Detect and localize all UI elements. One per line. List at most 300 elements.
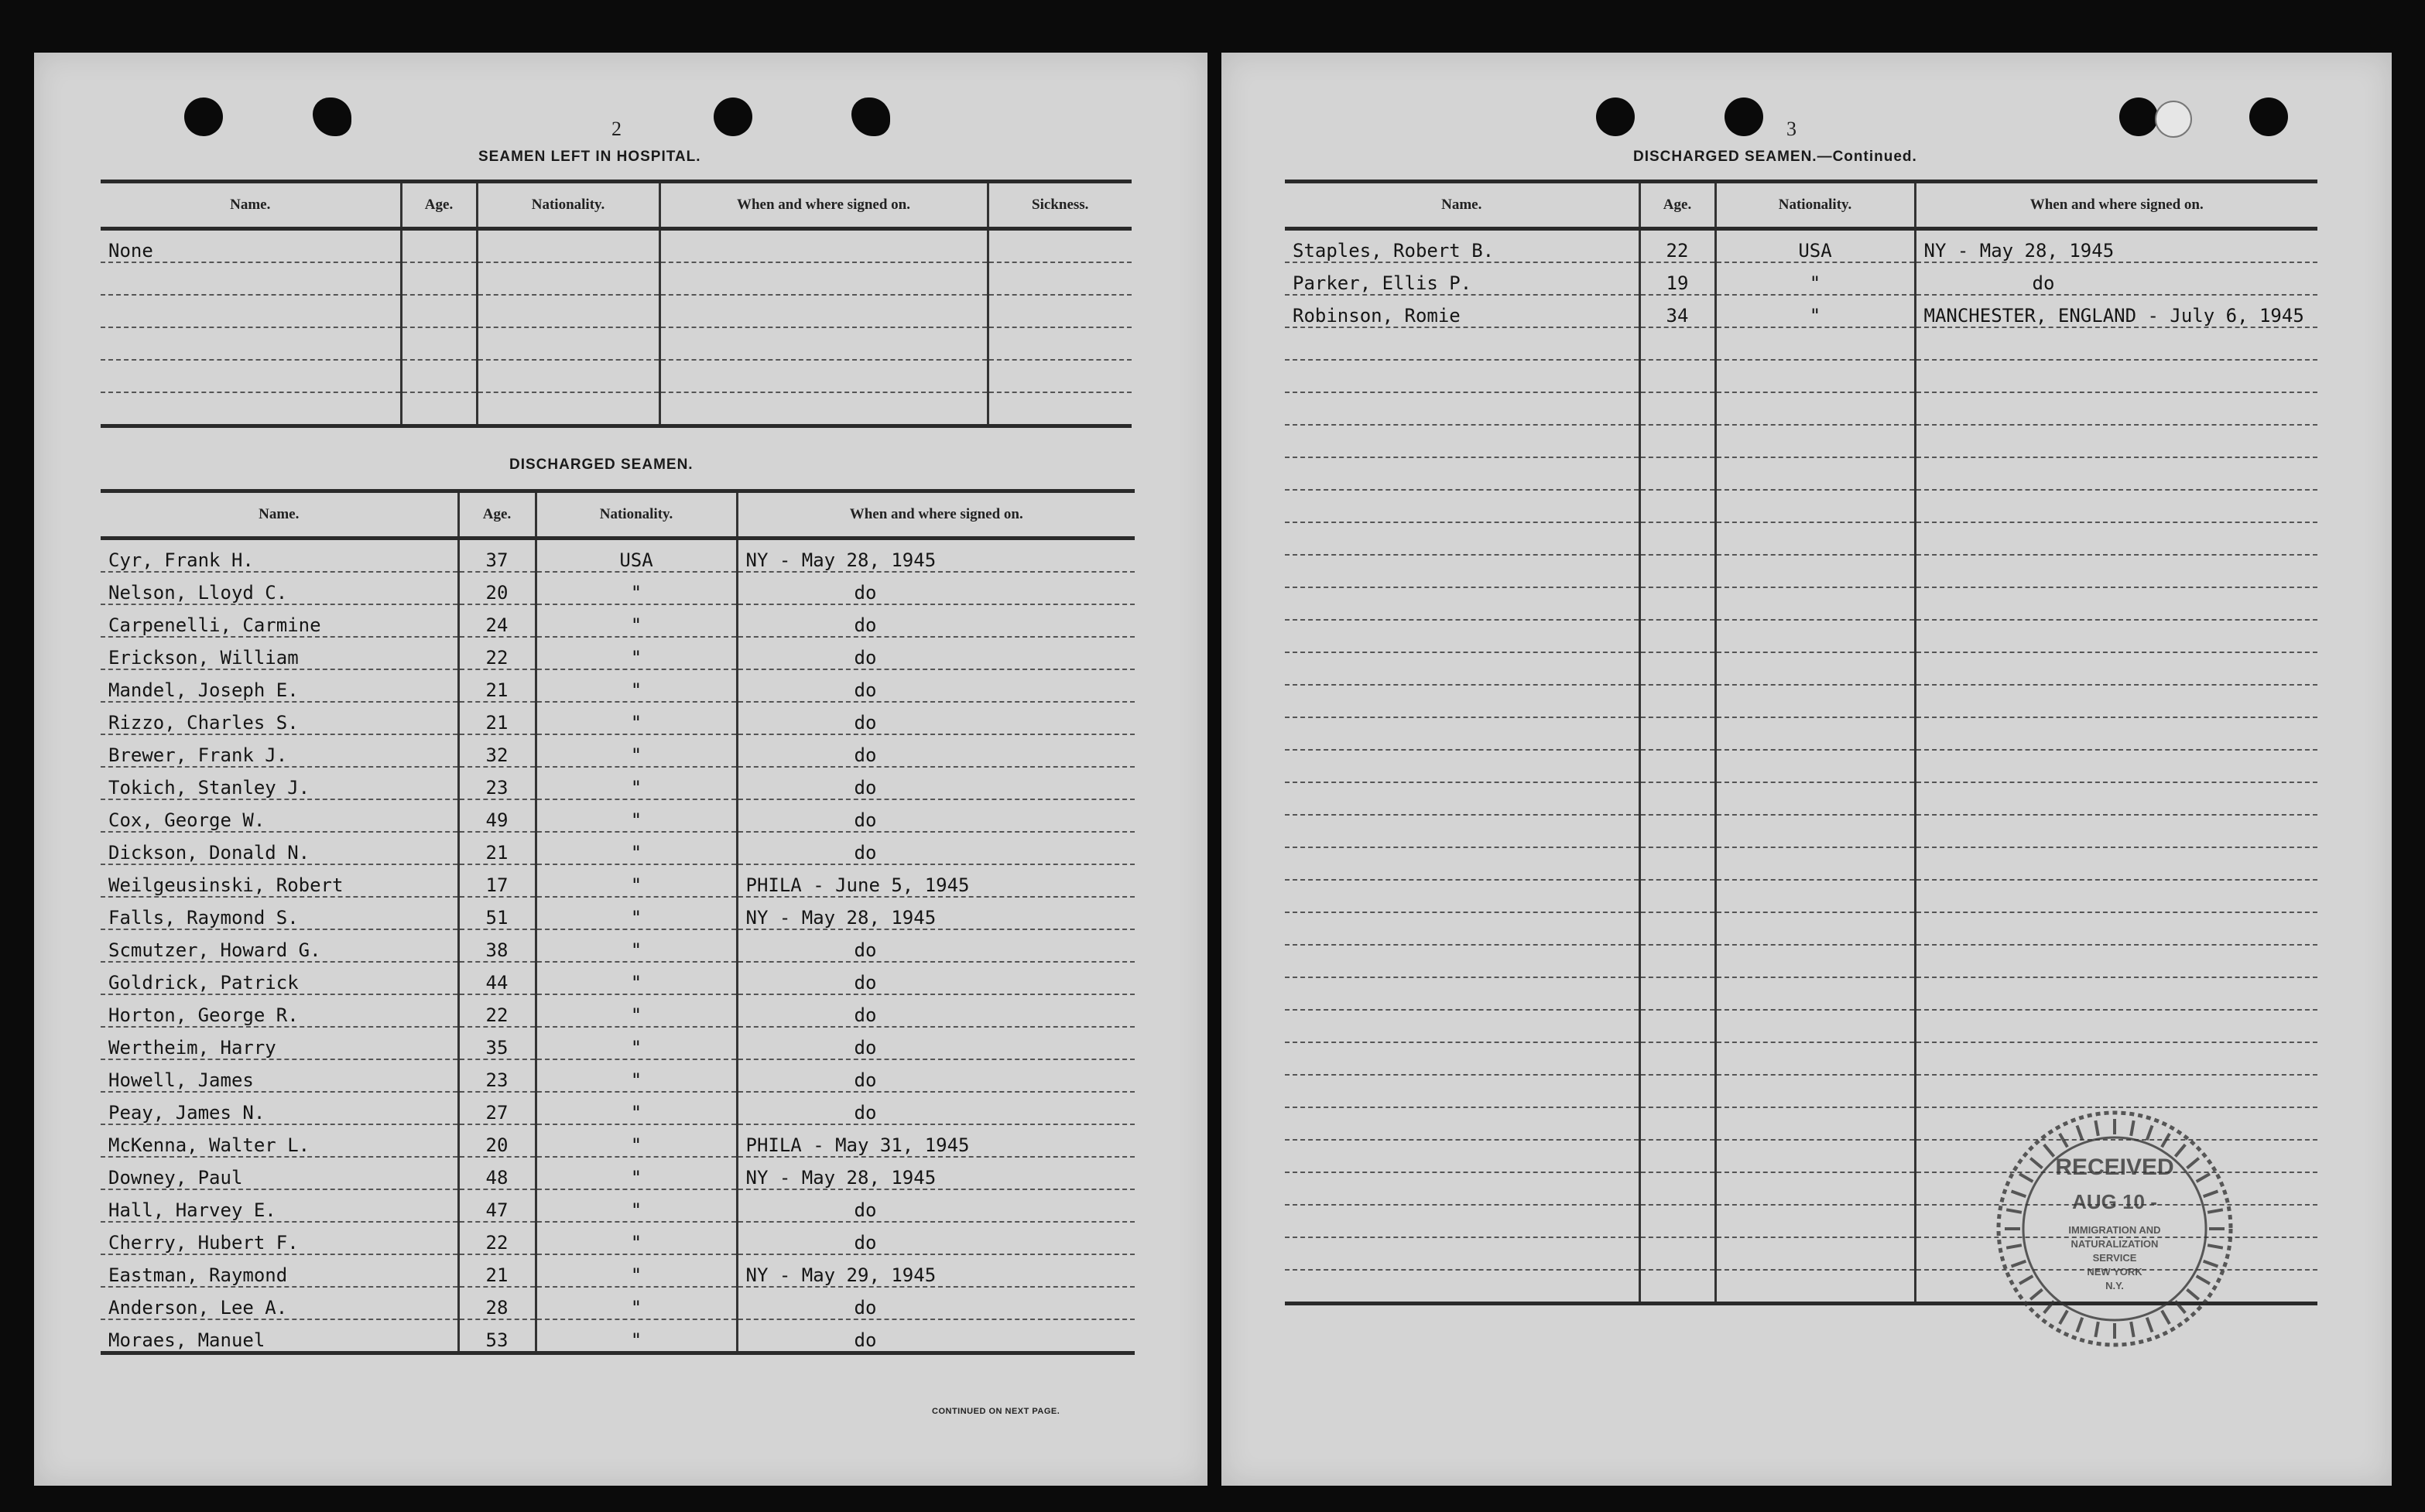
table-cell: [1915, 392, 2317, 425]
table-cell: [1715, 1107, 1915, 1140]
table-row: [1285, 1042, 2317, 1075]
table-cell: Moraes, Manuel: [101, 1319, 458, 1353]
table-cell: [1715, 717, 1915, 750]
table-cell: [1915, 782, 2317, 815]
table-cell: Weilgeusinski, Robert: [101, 864, 458, 897]
table-cell: Carpenelli, Carmine: [101, 604, 458, 637]
table-cell: [1639, 685, 1715, 717]
table-cell: do: [737, 799, 1135, 832]
stamp-line-7: N.Y.: [2105, 1280, 2124, 1291]
table-cell: ": [536, 702, 737, 734]
stamp-tick: [2060, 1134, 2067, 1147]
table-cell: ": [536, 767, 737, 799]
table-cell: [1915, 880, 2317, 912]
table-cell: [1915, 425, 2317, 457]
table-cell: [1285, 782, 1639, 815]
table-cell: [1285, 912, 1639, 945]
table-cell: [1715, 522, 1915, 555]
table-cell: Anderson, Lee A.: [101, 1287, 458, 1319]
stamp-tick: [2187, 1158, 2198, 1168]
table-cell: 23: [458, 767, 536, 799]
table-row: [1285, 912, 2317, 945]
table-cell: do: [737, 702, 1135, 734]
table-row: [1285, 847, 2317, 880]
table-cell: [1715, 945, 1915, 977]
table-cell: [1915, 522, 2317, 555]
column-header: Nationality.: [1715, 182, 1915, 229]
discharged-section-title: DISCHARGED SEAMEN.: [509, 457, 694, 473]
received-stamp: [1991, 1105, 2238, 1353]
table-cell: [659, 295, 988, 327]
table-row: [1285, 652, 2317, 685]
table-cell: ": [536, 572, 737, 604]
table-cell: ": [1715, 295, 1915, 327]
table-cell: [1285, 555, 1639, 587]
table-row: [1285, 717, 2317, 750]
column-header: Nationality.: [536, 491, 737, 539]
page-number: 2: [611, 118, 622, 140]
table-cell: [1285, 1172, 1639, 1205]
table-cell: [1915, 652, 2317, 685]
stamp-tick: [2019, 1174, 2033, 1182]
table-cell: [1915, 587, 2317, 620]
table-cell: [1639, 392, 1715, 425]
table-cell: [1285, 1237, 1639, 1270]
table-row: [1285, 392, 2317, 425]
table-cell: [1285, 1205, 1639, 1237]
table-cell: Nelson, Lloyd C.: [101, 572, 458, 604]
table-row: [1285, 522, 2317, 555]
stamp-tick: [2208, 1245, 2223, 1247]
table-row: [1285, 262, 2317, 295]
table-cell: NY - May 28, 1945: [737, 897, 1135, 929]
table-cell: [1715, 587, 1915, 620]
table-row: [101, 799, 1135, 832]
table-row: [1285, 945, 2317, 977]
table-cell: [1639, 1172, 1715, 1205]
table-cell: 22: [458, 637, 536, 669]
table-cell: [1715, 1075, 1915, 1107]
table-cell: Dickson, Donald N.: [101, 832, 458, 864]
table-cell: PHILA - May 31, 1945: [737, 1124, 1135, 1157]
table-cell: [1285, 1075, 1639, 1107]
table-cell: [1639, 1140, 1715, 1172]
table-cell: Mandel, Joseph E.: [101, 669, 458, 702]
table-cell: [1715, 815, 1915, 847]
table-cell: do: [737, 1222, 1135, 1254]
table-cell: [659, 229, 988, 263]
table-cell: Robinson, Romie: [1285, 295, 1639, 327]
table-row: [101, 1124, 1135, 1157]
table-cell: Goldrick, Patrick: [101, 962, 458, 994]
column-header: Age.: [1639, 182, 1715, 229]
table-cell: MANCHESTER, ENGLAND - July 6, 1945: [1915, 295, 2317, 327]
table-cell: [1715, 847, 1915, 880]
table-cell: [1639, 587, 1715, 620]
table-cell: None: [101, 229, 401, 263]
stamp-tick: [2095, 1120, 2098, 1136]
stamp-line-4: NATURALIZATION: [2070, 1238, 2159, 1250]
stamp-tick: [2095, 1322, 2098, 1337]
continued-note: CONTINUED ON NEXT PAGE.: [932, 1407, 1060, 1416]
table-cell: 53: [458, 1319, 536, 1353]
table-cell: [1285, 522, 1639, 555]
table-row: [101, 1059, 1135, 1092]
discharged-table: [101, 489, 1135, 1355]
table-cell: ": [536, 1059, 737, 1092]
stamp-tick: [2197, 1174, 2210, 1182]
table-cell: NY - May 28, 1945: [1915, 229, 2317, 263]
stamp-tick: [2012, 1261, 2026, 1267]
table-cell: [988, 262, 1132, 295]
table-cell: [1715, 327, 1915, 360]
table-cell: [401, 229, 477, 263]
table-cell: Wertheim, Harry: [101, 1027, 458, 1059]
table-cell: Horton, George R.: [101, 994, 458, 1027]
table-cell: [1285, 685, 1639, 717]
table-row: [1285, 425, 2317, 457]
stamp-tick: [2030, 1158, 2042, 1168]
table-cell: 22: [1639, 229, 1715, 263]
table-row: [1285, 782, 2317, 815]
table-cell: [477, 360, 659, 392]
table-cell: do: [737, 1319, 1135, 1353]
table-cell: [1639, 555, 1715, 587]
stamp-line-2: AUG 10 -: [2072, 1190, 2157, 1213]
table-cell: [1715, 1042, 1915, 1075]
table-cell: do: [737, 1287, 1135, 1319]
table-cell: USA: [1715, 229, 1915, 263]
table-cell: [1715, 620, 1915, 652]
table-cell: [1285, 1042, 1639, 1075]
table-row: [1285, 360, 2317, 392]
table-cell: [1639, 912, 1715, 945]
table-cell: Rizzo, Charles S.: [101, 702, 458, 734]
stamp-tick: [2077, 1318, 2082, 1332]
table-cell: ": [536, 1319, 737, 1353]
table-cell: USA: [536, 539, 737, 573]
table-cell: 24: [458, 604, 536, 637]
punch-hole: [2249, 97, 2288, 136]
table-cell: Howell, James: [101, 1059, 458, 1092]
table-cell: [1639, 750, 1715, 782]
table-cell: ": [536, 1254, 737, 1287]
table-row: [1285, 815, 2317, 847]
table-cell: 51: [458, 897, 536, 929]
table-cell: [988, 360, 1132, 392]
table-cell: [659, 262, 988, 295]
table-cell: [1915, 457, 2317, 490]
stamp-tick: [2208, 1209, 2223, 1212]
table-cell: ": [536, 897, 737, 929]
table-row: [1285, 685, 2317, 717]
table-cell: ": [536, 1092, 737, 1124]
table-cell: Falls, Raymond S.: [101, 897, 458, 929]
table-cell: [1715, 490, 1915, 522]
table-cell: [1285, 977, 1639, 1010]
punch-hole: [851, 97, 890, 136]
table-cell: [1639, 880, 1715, 912]
punch-hole: [714, 97, 752, 136]
table-cell: [1285, 750, 1639, 782]
stamp-tick: [2006, 1209, 2022, 1212]
table-row: [101, 897, 1135, 929]
table-row: [1285, 977, 2317, 1010]
table-cell: 21: [458, 669, 536, 702]
table-cell: [988, 327, 1132, 360]
table-cell: [477, 392, 659, 426]
stamp-tick: [2204, 1191, 2218, 1196]
table-cell: ": [536, 1124, 737, 1157]
table-cell: Staples, Robert B.: [1285, 229, 1639, 263]
table-cell: do: [737, 637, 1135, 669]
table-cell: do: [737, 962, 1135, 994]
table-cell: [401, 295, 477, 327]
table-cell: ": [536, 799, 737, 832]
table-cell: [1285, 620, 1639, 652]
table-row: [101, 994, 1135, 1027]
table-cell: Downey, Paul: [101, 1157, 458, 1189]
table-cell: do: [737, 669, 1135, 702]
table-row: [101, 962, 1135, 994]
stamp-tick: [2006, 1245, 2022, 1247]
table-cell: [988, 392, 1132, 426]
punch-hole: [313, 97, 351, 136]
table-row: [101, 229, 1132, 263]
table-cell: [1639, 1042, 1715, 1075]
table-cell: [1639, 1205, 1715, 1237]
hospital-section-title: SEAMEN LEFT IN HOSPITAL.: [478, 149, 701, 165]
table-cell: 35: [458, 1027, 536, 1059]
stamp-tick: [2019, 1276, 2033, 1284]
table-cell: 21: [458, 702, 536, 734]
stamp-tick: [2044, 1144, 2054, 1156]
table-cell: [1915, 1075, 2317, 1107]
table-cell: 20: [458, 572, 536, 604]
stamp-tick: [2197, 1276, 2210, 1284]
table-cell: Erickson, William: [101, 637, 458, 669]
punch-hole: [1596, 97, 1635, 136]
column-header: Age.: [401, 182, 477, 229]
table-row: [101, 295, 1132, 327]
table-cell: [1639, 1107, 1715, 1140]
table-cell: ": [536, 604, 737, 637]
table-cell: [1715, 1205, 1915, 1237]
table-cell: [1715, 912, 1915, 945]
stamp-line-5: SERVICE: [2092, 1252, 2137, 1264]
punch-hole: [1725, 97, 1763, 136]
table-cell: [1285, 392, 1639, 425]
table-cell: 44: [458, 962, 536, 994]
table-row: [101, 929, 1135, 962]
table-cell: [1639, 782, 1715, 815]
table-cell: ": [536, 832, 737, 864]
table-row: [101, 327, 1132, 360]
left-page: [34, 53, 1207, 1486]
table-cell: 34: [1639, 295, 1715, 327]
table-cell: [1285, 945, 1639, 977]
table-cell: [401, 327, 477, 360]
table-cell: 47: [458, 1189, 536, 1222]
column-header: Name.: [101, 182, 401, 229]
table-row: [101, 864, 1135, 897]
table-cell: NY - May 28, 1945: [737, 539, 1135, 573]
table-cell: [1285, 490, 1639, 522]
table-cell: [659, 327, 988, 360]
table-cell: [1639, 327, 1715, 360]
table-cell: Brewer, Frank J.: [101, 734, 458, 767]
table-cell: [1715, 685, 1915, 717]
hospital-table: [101, 180, 1132, 428]
table-cell: [1715, 977, 1915, 1010]
table-row: [101, 702, 1135, 734]
table-cell: do: [737, 767, 1135, 799]
table-cell: [1639, 815, 1715, 847]
table-cell: [1715, 457, 1915, 490]
table-row: [101, 1287, 1135, 1319]
table-cell: [1285, 1270, 1639, 1304]
table-row: [101, 637, 1135, 669]
table-cell: Cherry, Hubert F.: [101, 1222, 458, 1254]
table-cell: [1715, 880, 1915, 912]
table-cell: 49: [458, 799, 536, 832]
table-cell: [1915, 977, 2317, 1010]
table-row: [101, 1222, 1135, 1254]
table-row: [1285, 750, 2317, 782]
table-cell: [1639, 490, 1715, 522]
table-row: [1285, 880, 2317, 912]
table-cell: Cyr, Frank H.: [101, 539, 458, 573]
table-cell: do: [737, 1189, 1135, 1222]
column-header: When and where signed on.: [659, 182, 988, 229]
table-row: [101, 604, 1135, 637]
table-cell: [1639, 847, 1715, 880]
table-row: [1285, 587, 2317, 620]
table-cell: [1715, 1270, 1915, 1304]
table-cell: do: [737, 929, 1135, 962]
table-cell: ": [536, 1287, 737, 1319]
column-header: When and where signed on.: [737, 491, 1135, 539]
table-cell: [1285, 815, 1639, 847]
table-cell: ": [536, 929, 737, 962]
table-row: [101, 832, 1135, 864]
table-cell: Cox, George W.: [101, 799, 458, 832]
table-cell: ": [536, 669, 737, 702]
table-cell: [101, 262, 401, 295]
table-cell: 21: [458, 832, 536, 864]
table-cell: [401, 392, 477, 426]
table-row: [101, 767, 1135, 799]
table-cell: 38: [458, 929, 536, 962]
table-cell: do: [737, 832, 1135, 864]
table-cell: [1285, 1010, 1639, 1042]
table-row: [101, 1157, 1135, 1189]
table-cell: [1285, 1107, 1639, 1140]
table-row: [101, 734, 1135, 767]
table-cell: Eastman, Raymond: [101, 1254, 458, 1287]
table-cell: [1715, 425, 1915, 457]
table-row: [1285, 327, 2317, 360]
table-cell: 22: [458, 1222, 536, 1254]
table-cell: [1915, 912, 2317, 945]
column-header: Name.: [1285, 182, 1639, 229]
table-row: [1285, 1075, 2317, 1107]
table-cell: [1915, 490, 2317, 522]
column-header: Name.: [101, 491, 458, 539]
table-cell: [1285, 457, 1639, 490]
table-cell: [1715, 392, 1915, 425]
table-cell: [1285, 425, 1639, 457]
table-cell: [659, 360, 988, 392]
table-row: [101, 360, 1132, 392]
table-cell: [1285, 327, 1639, 360]
table-cell: [101, 327, 401, 360]
table-cell: [477, 295, 659, 327]
table-row: [101, 1092, 1135, 1124]
table-cell: [1715, 1237, 1915, 1270]
table-cell: [1915, 327, 2317, 360]
table-row: [101, 669, 1135, 702]
table-cell: Parker, Ellis P.: [1285, 262, 1639, 295]
table-cell: [1639, 652, 1715, 685]
table-row: [101, 262, 1132, 295]
table-cell: [1715, 1172, 1915, 1205]
table-cell: [1715, 360, 1915, 392]
table-row: [101, 539, 1135, 573]
table-row: [1285, 457, 2317, 490]
table-cell: ": [1715, 262, 1915, 295]
table-cell: PHILA - June 5, 1945: [737, 864, 1135, 897]
stamp-line-1: RECEIVED: [2055, 1155, 2174, 1180]
table-cell: [1285, 717, 1639, 750]
table-cell: 19: [1639, 262, 1715, 295]
stamp-tick: [2077, 1126, 2082, 1141]
table-cell: [1639, 360, 1715, 392]
table-cell: ": [536, 1189, 737, 1222]
table-cell: ": [536, 734, 737, 767]
table-cell: Hall, Harvey E.: [101, 1189, 458, 1222]
table-cell: Scmutzer, Howard G.: [101, 929, 458, 962]
table-cell: [477, 262, 659, 295]
table-cell: [1915, 620, 2317, 652]
table-cell: [1715, 555, 1915, 587]
table-cell: NY - May 29, 1945: [737, 1254, 1135, 1287]
table-cell: 21: [458, 1254, 536, 1287]
table-row: [1285, 490, 2317, 522]
table-cell: [101, 392, 401, 426]
table-cell: [1285, 360, 1639, 392]
stamp-tick: [2162, 1311, 2170, 1324]
table-cell: [659, 392, 988, 426]
table-cell: Tokich, Stanley J.: [101, 767, 458, 799]
table-cell: [1639, 945, 1715, 977]
table-row: [101, 1319, 1135, 1353]
table-cell: do: [737, 1027, 1135, 1059]
table-cell: [1715, 652, 1915, 685]
table-cell: do: [1915, 262, 2317, 295]
table-cell: [1715, 782, 1915, 815]
stamp-tick: [2147, 1126, 2153, 1141]
table-row: [1285, 229, 2317, 263]
table-cell: [1639, 457, 1715, 490]
table-cell: [1915, 847, 2317, 880]
table-cell: 23: [458, 1059, 536, 1092]
table-cell: [1915, 360, 2317, 392]
table-cell: [1639, 1075, 1715, 1107]
table-cell: [1715, 1010, 1915, 1042]
stamp-tick: [2175, 1301, 2185, 1312]
table-cell: ": [536, 1222, 737, 1254]
